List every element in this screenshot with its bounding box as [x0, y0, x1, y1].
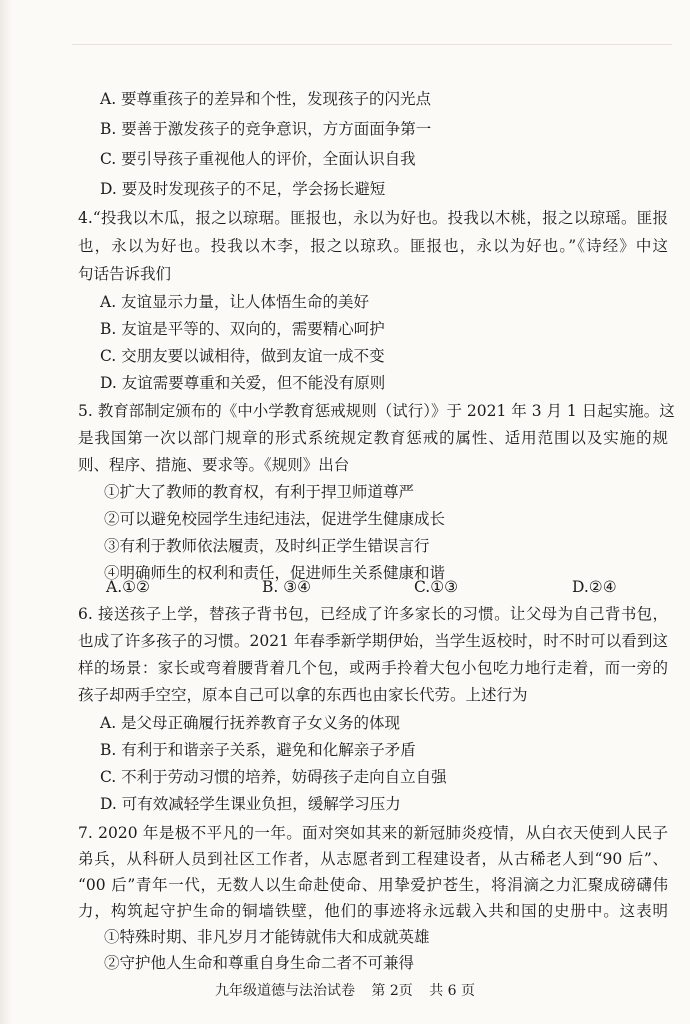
q3-option-a: A. 要尊重孩子的差异和个性，发现孩子的闪光点 [100, 90, 432, 108]
q7-stem-line-1: 7. 2020 年是极不平凡的一年。面对突如其来的新冠肺炎疫情，从白衣天使到人民子 [78, 824, 668, 842]
q5-choice-b: B. ③④ [262, 578, 312, 596]
q6-option-a: A. 是父母正确履行抚养教育子女义务的体现 [100, 714, 401, 732]
q5-stem-line-2: 是我国第一次以部门规章的形式系统规定教育惩戒的属性、适用范围以及实施的规 [78, 429, 668, 447]
q5-statement-3: ③有利于教师依法履责，及时纠正学生错误言行 [104, 537, 430, 555]
q4-option-b: B. 友谊是平等的、双向的，需要精心呵护 [100, 320, 385, 338]
q4-option-c: C. 交朋友要以诚相待，做到友谊一成不变 [100, 347, 385, 365]
q6-option-d: D. 可有效减轻学生课业负担，缓解学习压力 [100, 795, 401, 813]
q4-stem-line-1: 4.“投我以木瓜，报之以琼琚。匪报也，永以为好也。投我以木桃，报之以琼瑶。匪报 [78, 209, 668, 227]
q6-stem-line-2: 也成了许多孩子的习惯。2021 年春季新学期伊始，当学生返校时，时不时可以看到这 [78, 632, 668, 650]
footer-page-number: 第 2页 [371, 983, 413, 999]
q3-option-d: D. 要及时发现孩子的不足，学会扬长避短 [100, 180, 386, 198]
scan-edge-shadow [0, 0, 12, 1024]
q5-stem-line-1: 5. 教育部制定颁布的《中小学教育惩戒规则（试行）》于 2021 年 3 月 1 日起实施。这 [78, 402, 675, 420]
q4-stem-line-3: 句话告诉我们 [78, 265, 172, 283]
q5-choice-d: D.②④ [572, 578, 617, 596]
q7-statement-1: ①特殊时期、非凡岁月才能铸就伟大和成就英雄 [104, 928, 430, 946]
q4-option-d: D. 友谊需要尊重和关爱，但不能没有原则 [100, 374, 386, 392]
q5-statement-2: ②可以避免校园学生违纪违法，促进学生健康成长 [104, 510, 446, 528]
q5-statement-1: ①扩大了教师的教育权，有利于捍卫师道尊严 [104, 483, 415, 501]
q7-stem-line-3: “00 后”青年一代，无数人以生命赴使命、用挚爱护苍生，将涓滴之力汇聚成磅礴伟 [78, 876, 668, 894]
q6-stem-line-1: 6. 接送孩子上学，替孩子背书包，已经成了许多家长的习惯。让父母为自己背书包， [78, 605, 668, 623]
q5-choice-c: C.①③ [414, 578, 459, 596]
q6-stem-line-4: 孩子却两手空空，原本自己可以拿的东西也由家长代劳。上述行为 [78, 686, 528, 704]
q7-statement-2: ②守护他人生命和尊重自身生命二者不可兼得 [104, 954, 415, 972]
q6-option-b: B. 有利于和谐亲子关系，避免和化解亲子矛盾 [100, 741, 416, 759]
q5-choice-a: A.①② [106, 578, 150, 596]
footer-page-total: 共 6 页 [429, 983, 476, 999]
q4-stem-line-2: 也，永以为好也。投我以木李，报之以琼玖。匪报也，永以为好也。”《诗经》中这 [78, 237, 668, 255]
q7-stem-line-4: 力，构筑起守护生命的铜墙铁壁，他们的事迹将永远载入共和国的史册中。这表明 [78, 902, 668, 920]
q5-statement-4: ④明确师生的权利和责任，促进师生关系健康和谐 [104, 564, 446, 582]
q3-option-b: B. 要善于激发孩子的竞争意识，方方面面争第一 [100, 120, 432, 138]
q4-option-a: A. 友谊显示力量，让人体悟生命的美好 [100, 293, 370, 311]
q3-option-c: C. 要引导孩子重视他人的评价，全面认识自我 [100, 150, 416, 168]
q5-stem-line-3: 则、程序、措施、要求等。《规则》出台 [78, 456, 350, 474]
q6-option-c: C. 不利于劳动习惯的培养，妨碍孩子走向自立自强 [100, 768, 447, 786]
q7-stem-line-2: 弟兵，从科研人员到社区工作者，从志愿者到工程建设者，从古稀老人到“90 后”、 [78, 850, 668, 868]
footer-exam-title: 九年级道德与法治试卷 [214, 983, 355, 999]
top-rule [72, 44, 672, 45]
page-footer [0, 980, 690, 1000]
q6-stem-line-3: 样的场景：家长或弯着腰背着几个包，或两手拎着大包小包吃力地行走着，而一旁的 [78, 659, 668, 677]
